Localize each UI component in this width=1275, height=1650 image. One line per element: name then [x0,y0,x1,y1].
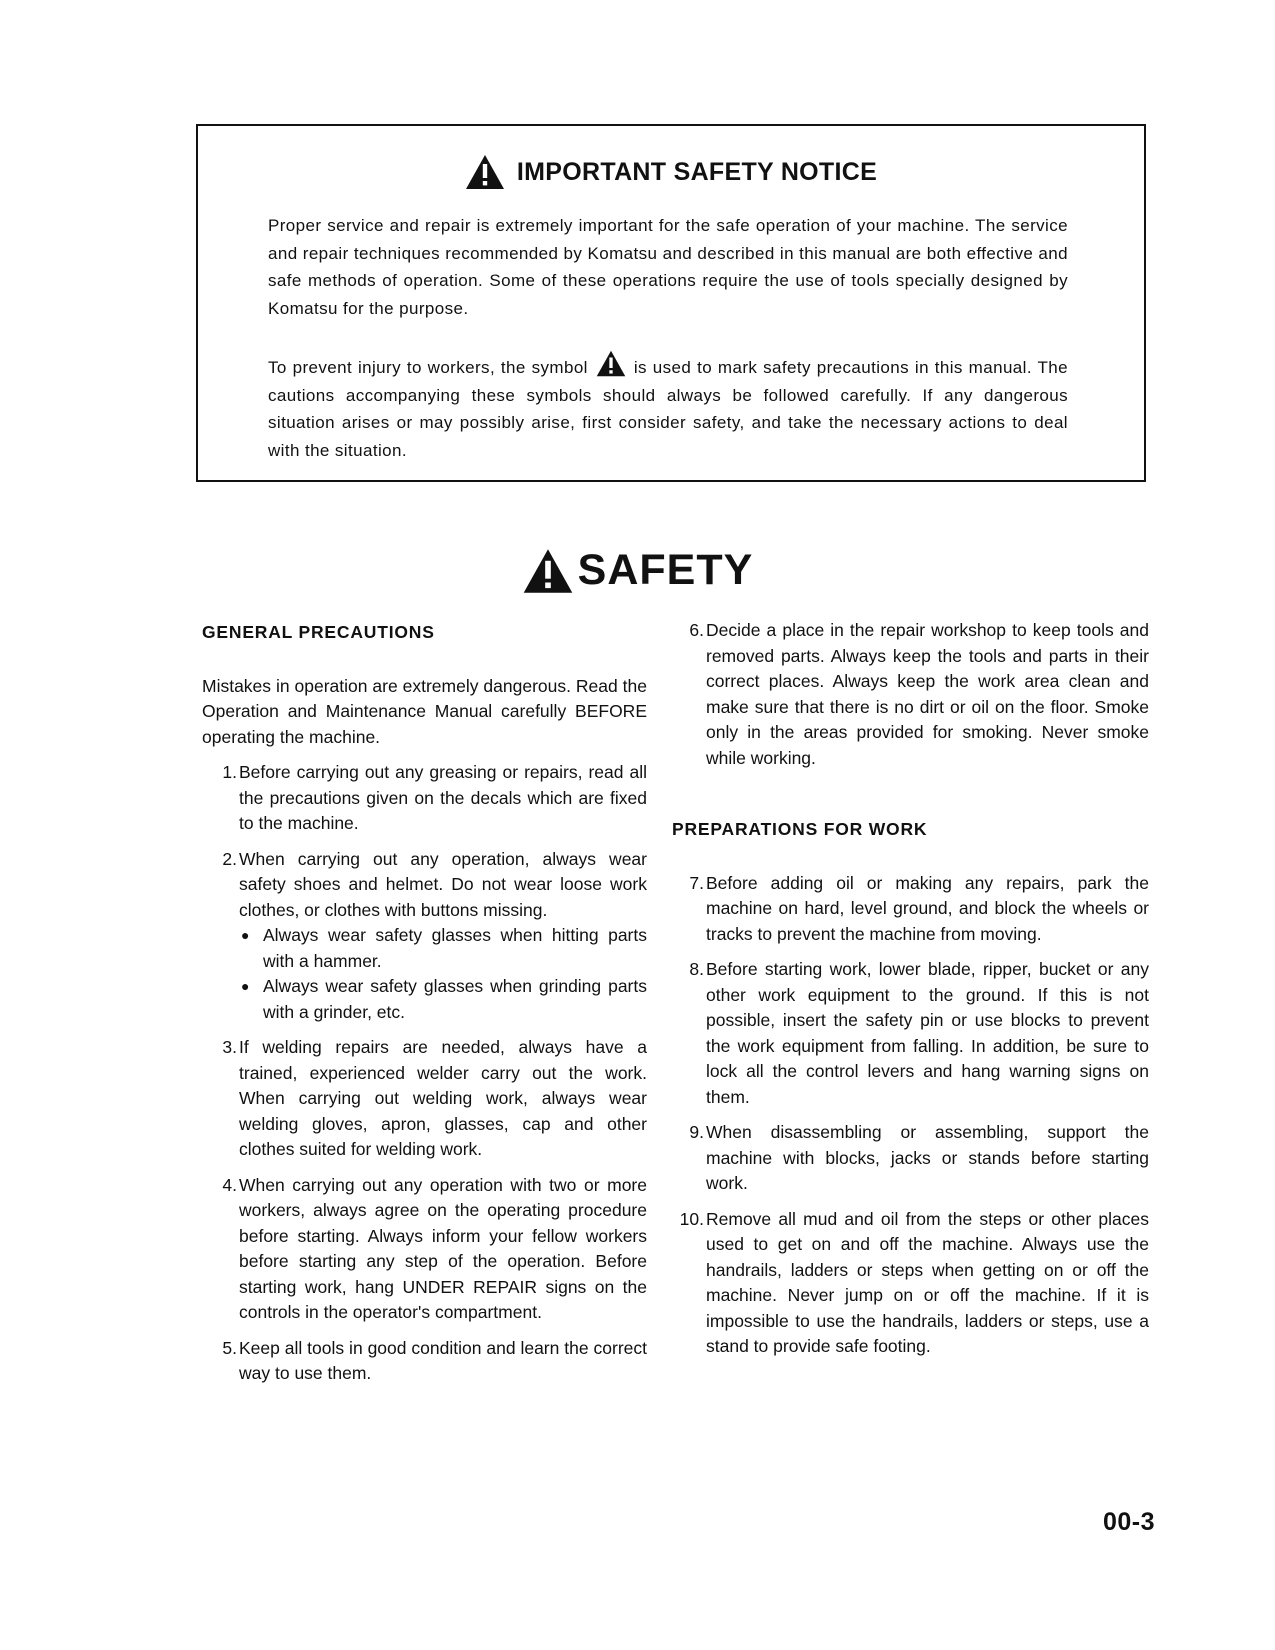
item-number: 6. [689,620,704,640]
item-number: 7. [689,872,704,893]
list-item [202,1336,647,1387]
list-item [689,957,1149,1110]
item-number: 8. [689,959,704,979]
list-item [202,760,647,837]
notice-paragraph-2-before: To prevent injury to workers, the symbol [268,358,588,377]
item-number: 5. [222,1337,237,1358]
item-text: Keep all tools in good condition and learn the correct way to use them. [239,1337,647,1383]
notice-paragraph-2 [268,350,1068,464]
list-item [689,871,1149,948]
right-column [672,618,1149,1360]
item-number: 4. [222,1174,237,1195]
preparations-title: PREPARATIONS FOR WORK [672,819,928,839]
general-precautions-title: GENERAL PRECAUTIONS [202,622,435,642]
item-text: When disassembling or assembling, support the machine with blocks, jacks or stands before starting work. [706,1122,1149,1193]
item-number: 3. [222,1037,237,1057]
item-number: 10. [679,1208,704,1229]
item-text: When carrying out any operation with two or more workers, always agree on the operating procedure before starting. Always inform your fellow workers before starting any step of the operation. Before starting work, hang UNDER REPAIR signs on the controls in the operator's compartment. [239,1174,647,1322]
bullet-item: ● Always wear safety glasses when grinding parts with a grinder, etc. [239,974,647,1025]
list-item [689,1120,1149,1197]
warning-triangle-icon [465,154,505,190]
page-number: 00-3 [1102,1508,1155,1536]
list-item [202,847,647,1026]
bullet-dot-icon: ● [241,927,250,943]
item-text: Decide a place in the repair workshop to keep tools and removed parts. Always keep the tools and parts in their correct places. Always keep the work area clean and make sure that there is no dirt or oil on the floor. Smoke only in the areas provided for smoking. Never smoke while working. [706,620,1149,768]
safety-heading-text: SAFETY [577,546,754,594]
general-precautions-intro: Mistakes in operation are extremely dangerous. Read the Operation and Maintenance Manual carefully BEFORE operating the machine. [202,675,647,747]
bullet-list [239,923,647,1025]
safety-heading [0,546,1275,595]
item-text: Before starting work, lower blade, ripper, bucket or any other work equipment to the ground. If this is not possible, insert the safety pin or use blocks to prevent the work equipment from falling. In addition, be sure to lock all the control levers and hang warning signs on them. [706,959,1149,1107]
item-text: Before carrying out any greasing or repairs, read all the precautions given on the decals which are fixed to the machine. [239,762,647,833]
safety-notice-box [196,124,1146,482]
warning-triangle-icon [596,350,626,377]
general-precautions-column [202,620,647,1387]
item-number: 1. [222,762,237,782]
notice-title-row [198,154,1144,190]
item-text: When carrying out any operation, always wear safety shoes and helmet. Do not wear loose work clothes, or clothes with buttons missing. [239,848,647,920]
list-item [689,618,1149,771]
notice-paragraph-2-after: is used to mark safety precautions in this manual. The cautions accompanying these symbols should always be followed carefully. If any dangerous situation arises or may possibly arise, first consider safety, and take the necessary actions to deal with the situation. [268,358,1068,460]
notice-title: IMPORTANT SAFETY NOTICE [516,157,878,186]
bullet-dot-icon: ● [241,978,250,994]
item-text: If welding repairs are needed, always have a trained, experienced welder carry out the work. When carrying out welding work, always wear welding gloves, apron, glasses, cap and other clothes suited for welding work. [239,1037,647,1159]
item-text: Before adding oil or making any repairs, park the machine on hard, level ground, and block the wheels or tracks to prevent the machine from moving. [706,872,1149,944]
bullet-item: ● Always wear safety glasses when hitting parts with a hammer. [239,923,647,974]
item-text: Remove all mud and oil from the steps or other places used to get on and off the machine. Always use the handrails, ladders or steps when getting on or off the machine. Never jump on or off the machine. If it is impossible to use the handrails, ladders or steps, use a stand to provide safe footing. [706,1208,1149,1356]
item-number: 2. [222,848,237,869]
list-item [202,1173,647,1326]
list-item [202,1035,647,1163]
list-item [679,1207,1149,1360]
notice-paragraph-1: Proper service and repair is extremely important for the safe operation of your machine. The service and repair techniques recommended by Komatsu and described in this manual are both effective and safe methods of operation. Some of these operations require the use of tools specially designed by Komatsu for the purpose. [268,216,1068,318]
item-number: 9. [689,1122,704,1142]
warning-triangle-icon [522,548,574,594]
